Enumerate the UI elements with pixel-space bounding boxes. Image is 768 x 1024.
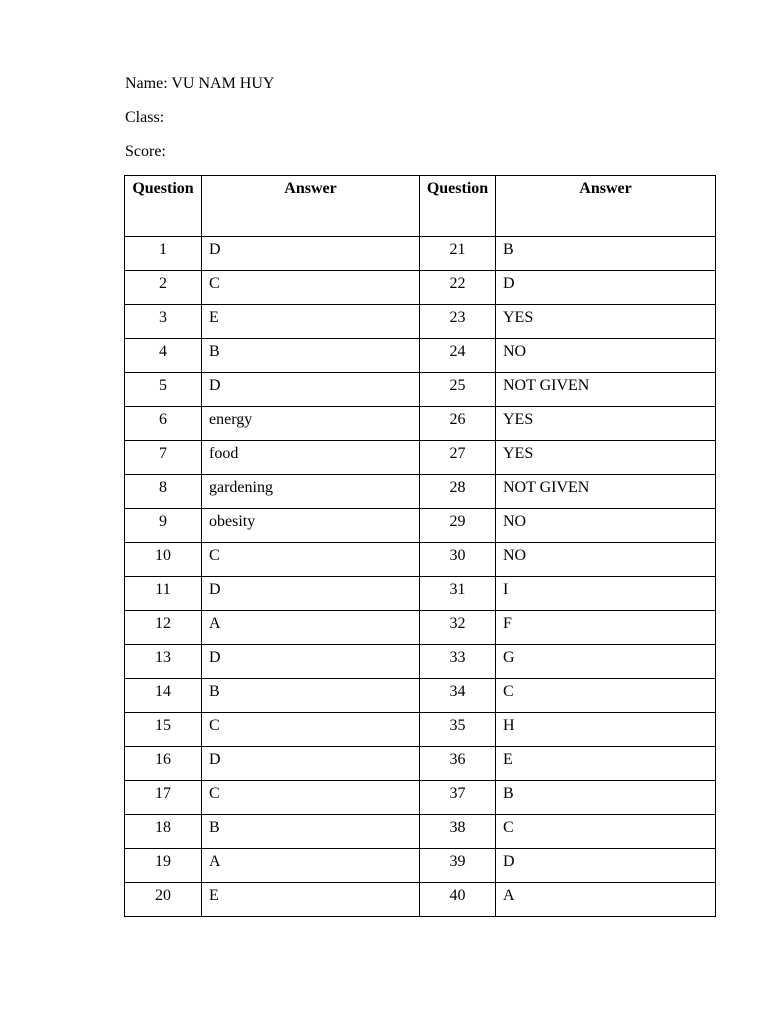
question-number-cell: 27: [420, 441, 496, 475]
question-number-cell: 37: [420, 781, 496, 815]
answer-cell: B: [496, 781, 716, 815]
question-number-cell: 40: [420, 883, 496, 917]
column-header-question: Question: [125, 176, 202, 237]
table-row: [125, 883, 716, 917]
question-number-cell: 31: [420, 577, 496, 611]
question-number-cell: 2: [125, 271, 202, 305]
question-number-cell: 23: [420, 305, 496, 339]
answer-cell: YES: [496, 407, 716, 441]
answer-cell: B: [202, 339, 420, 373]
question-number-cell: 19: [125, 849, 202, 883]
column-header-answer: Answer: [202, 176, 420, 237]
student-class: Class:: [125, 109, 165, 126]
answer-cell: gardening: [202, 475, 420, 509]
question-number-cell: 38: [420, 815, 496, 849]
answer-cell: C: [202, 713, 420, 747]
table-row: [125, 271, 716, 305]
question-number-cell: 16: [125, 747, 202, 781]
answer-cell: D: [202, 373, 420, 407]
question-number-cell: 29: [420, 509, 496, 543]
question-number-cell: 28: [420, 475, 496, 509]
question-number-cell: 21: [420, 237, 496, 271]
answer-cell: NO: [496, 339, 716, 373]
answer-cell: B: [202, 815, 420, 849]
table-row: [125, 611, 716, 645]
answer-cell: H: [496, 713, 716, 747]
table-row: [125, 645, 716, 679]
table-row: [125, 747, 716, 781]
student-name: Name: VU NAM HUY: [125, 75, 275, 92]
answer-table: [124, 175, 716, 917]
answer-cell: C: [202, 781, 420, 815]
table-row: [125, 577, 716, 611]
answer-cell: D: [202, 577, 420, 611]
table-row: [125, 373, 716, 407]
question-number-cell: 3: [125, 305, 202, 339]
answer-cell: NOT GIVEN: [496, 475, 716, 509]
table-row: [125, 339, 716, 373]
answer-cell: D: [496, 271, 716, 305]
answer-cell: C: [202, 543, 420, 577]
answer-cell: C: [496, 815, 716, 849]
answer-cell: C: [496, 679, 716, 713]
column-header-question: Question: [420, 176, 496, 237]
answer-cell: energy: [202, 407, 420, 441]
answer-cell: A: [202, 611, 420, 645]
answer-cell: YES: [496, 305, 716, 339]
question-number-cell: 39: [420, 849, 496, 883]
table-row: [125, 237, 716, 271]
answer-cell: D: [202, 645, 420, 679]
answer-cell: NO: [496, 543, 716, 577]
answer-cell: food: [202, 441, 420, 475]
table-row: [125, 713, 716, 747]
table-row: [125, 475, 716, 509]
table-row: [125, 509, 716, 543]
question-number-cell: 25: [420, 373, 496, 407]
answer-cell: D: [202, 747, 420, 781]
question-number-cell: 11: [125, 577, 202, 611]
question-number-cell: 1: [125, 237, 202, 271]
question-number-cell: 26: [420, 407, 496, 441]
table-row: [125, 849, 716, 883]
answer-cell: G: [496, 645, 716, 679]
question-number-cell: 10: [125, 543, 202, 577]
table-row: [125, 781, 716, 815]
table-row: [125, 305, 716, 339]
answer-cell: NOT GIVEN: [496, 373, 716, 407]
table-row: [125, 679, 716, 713]
question-number-cell: 17: [125, 781, 202, 815]
answer-cell: D: [496, 849, 716, 883]
column-header-answer: Answer: [496, 176, 716, 237]
question-number-cell: 18: [125, 815, 202, 849]
question-number-cell: 12: [125, 611, 202, 645]
table-row: [125, 815, 716, 849]
question-number-cell: 13: [125, 645, 202, 679]
answer-cell: F: [496, 611, 716, 645]
student-score: Score:: [125, 143, 166, 160]
question-number-cell: 8: [125, 475, 202, 509]
question-number-cell: 35: [420, 713, 496, 747]
answer-cell: obesity: [202, 509, 420, 543]
answer-cell: A: [496, 883, 716, 917]
answer-table-body: [125, 237, 716, 917]
answer-cell: E: [496, 747, 716, 781]
question-number-cell: 34: [420, 679, 496, 713]
question-number-cell: 36: [420, 747, 496, 781]
question-number-cell: 14: [125, 679, 202, 713]
answer-cell: I: [496, 577, 716, 611]
question-number-cell: 7: [125, 441, 202, 475]
question-number-cell: 9: [125, 509, 202, 543]
answer-cell: B: [496, 237, 716, 271]
table-row: [125, 543, 716, 577]
answer-cell: B: [202, 679, 420, 713]
question-number-cell: 5: [125, 373, 202, 407]
question-number-cell: 4: [125, 339, 202, 373]
question-number-cell: 33: [420, 645, 496, 679]
answer-cell: E: [202, 305, 420, 339]
answer-cell: C: [202, 271, 420, 305]
question-number-cell: 22: [420, 271, 496, 305]
question-number-cell: 32: [420, 611, 496, 645]
table-row: [125, 407, 716, 441]
answer-cell: D: [202, 237, 420, 271]
question-number-cell: 15: [125, 713, 202, 747]
answer-cell: E: [202, 883, 420, 917]
table-header-row: [125, 176, 716, 237]
answer-cell: YES: [496, 441, 716, 475]
answer-cell: NO: [496, 509, 716, 543]
question-number-cell: 6: [125, 407, 202, 441]
question-number-cell: 20: [125, 883, 202, 917]
question-number-cell: 30: [420, 543, 496, 577]
answer-cell: A: [202, 849, 420, 883]
table-row: [125, 441, 716, 475]
question-number-cell: 24: [420, 339, 496, 373]
